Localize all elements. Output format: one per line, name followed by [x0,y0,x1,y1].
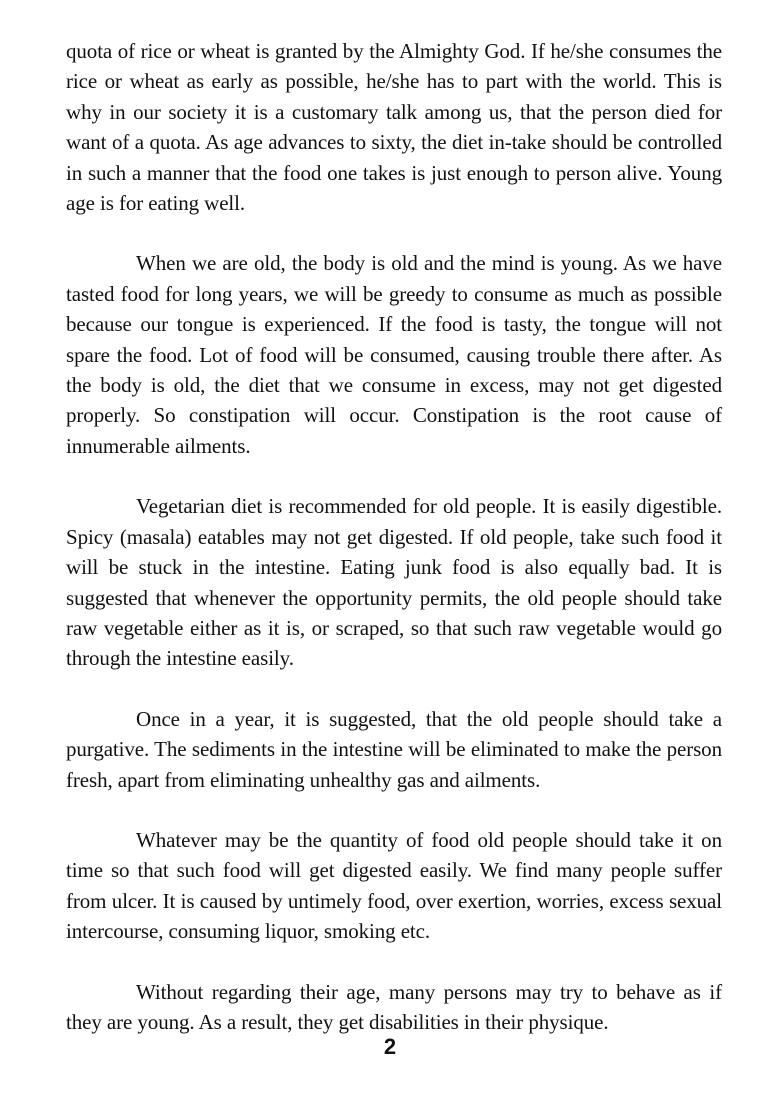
paragraph-2: When we are old, the body is old and the mind is young. As we have tasted food for long years, we will be greedy to consume as much as possible because our tongue is experienced. If the food is tasty, the tongue will not spare the food. Lot of food will be consumed, causing trouble there after. As the body is old, the diet that we consume in excess, may not get digested properly. So constipation will occur. Constipation is the root cause of innumerable ailments. [66,251,722,458]
paragraph-1: quota of rice or wheat is granted by the Almighty God. If he/she consumes the rice or wheat as early as possible, he/she has to part with the world. This is why in our society it is a customary talk among us, that the person died for want of a quota. As age advances to sixty, the diet in-take should be controlled in such a manner that the food one takes is just enough to person alive. Young age is for eating well. [66,39,722,216]
paragraph-5: Whatever may be the quantity of food old people should take it on time so that such food will get digested easily. We find many people suffer from ulcer. It is caused by untimely food, over exertion, worries, excess sexual intercourse, consuming liquor, smoking etc. [66,827,722,944]
body-text [66,36,722,1067]
paragraph-6: Without regarding their age, many persons may try to behave as if they are young. As a result, they get disabilities in their physique. [66,979,722,1034]
paragraph-3: Vegetarian diet is recommended for old people. It is easily digestible. Spicy (masala) eatables may not get digested. If old people, take such food it will be stuck in the intestine. Eating junk food is also equally bad. It is suggested that whenever the opportunity permits, the old people should take raw vegetable either as it is, or scraped, so that such raw vegetable would go through the intestine easily. [66,494,722,671]
page-number: 2 [383,1034,397,1059]
paragraph-4: Once in a year, it is suggested, that the old people should take a purgative. The sediments in the intestine will be eliminated to make the person fresh, apart from eliminating unhealthy gas and ailments. [66,706,722,792]
